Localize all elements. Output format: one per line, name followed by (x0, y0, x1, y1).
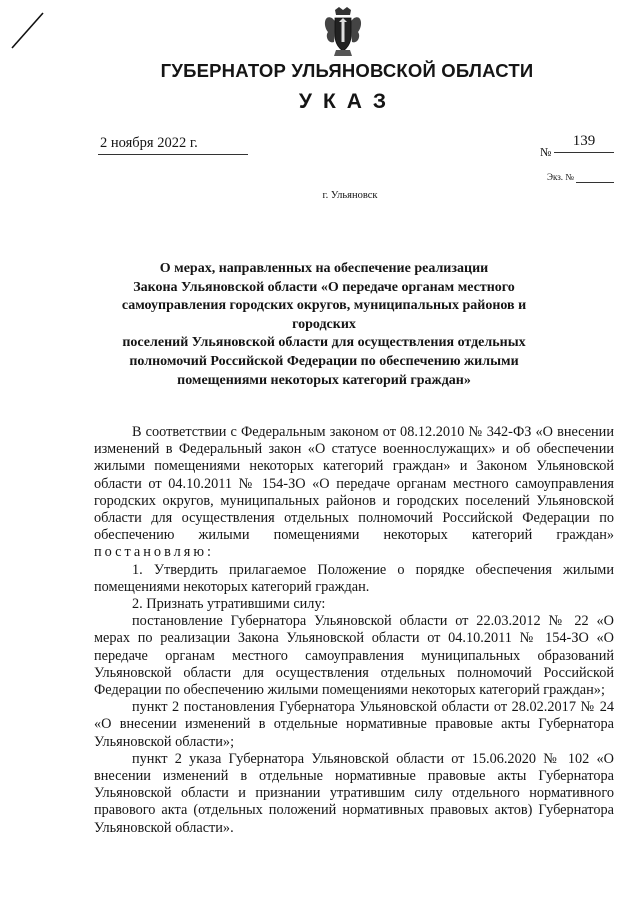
item-2: 2. Признать утратившими силу: (132, 596, 326, 613)
decree-body (94, 424, 614, 837)
governor-title: ГУБЕРНАТОР УЛЬЯНОВСКОЙ ОБЛАСТИ (160, 60, 534, 81)
heading-line: полномочий Российской Федерации по обеспечению жилыми (129, 353, 519, 369)
sub-item-1: постановление Губернатора Ульяновской области от 22.03.2012 № 22 «О мерах по реализации Закона Ульяновской области от 04.10.2011 № 154-ЗО «О передаче органам местного самоуправления муниципальных образований Ульяновской области для осуществления отдельных полномочий Российской Федерации по обеспечению жилыми помещениями некоторых категорий граждан»; (94, 613, 614, 699)
document-date: 2 ноября 2022 г. (98, 135, 248, 155)
heading-line: Закона Ульяновской области «О передаче органам местного (133, 279, 515, 295)
decree-heading (96, 260, 552, 390)
pen-stroke-icon (10, 10, 46, 50)
city: г. Ульяновск (322, 190, 378, 201)
coat-of-arms-icon (322, 6, 364, 58)
decree-word: постановляю: (94, 544, 214, 561)
copy-number-line (576, 182, 614, 183)
copy-number-label: Экз. № (547, 172, 574, 182)
preamble-text: В соответствии с Федеральным законом от 08.12.2010 № 342-ФЗ «О внесении изменений в Федеральный закон «О статусе военнослужащих» и об обеспечении жилыми помещениями некоторых категорий граждан» и Законом Ульяновской области от 04.10.2011 № 154-ЗО «О передаче органам местного самоуправления городских округов, муниципальных районов и городских поселений Ульяновской области для осуществления отдельных полномочий Российской Федерации по обеспечению жилыми помещениями некоторых категорий граждан» (94, 424, 614, 544)
document-type: УКАЗ (298, 90, 398, 113)
number-label: № (540, 145, 552, 159)
document-number: 139 (554, 133, 614, 153)
heading-line: О мерах, направленных на обеспечение реализации (159, 261, 489, 276)
heading-line: поселений Ульяновской области для осуществления отдельных (122, 335, 526, 351)
heading-line: помещениями некоторых категорий граждан» (177, 372, 471, 388)
sub-item-3: пункт 2 указа Губернатора Ульяновской области от 15.06.2020 № 102 «О внесении изменений в отдельные нормативные правовые акты Губернатора Ульяновской области и признании утратившим силу отдельного нормативного правового акта (отдельных положений нормативных правовых актов) Губернатора Ульяновской области». (94, 750, 614, 836)
preamble-paragraph (94, 424, 614, 562)
item-1: 1. Утвердить прилагаемое Положение о порядке обеспечения жилыми помещениями некоторых категорий граждан. (94, 561, 614, 595)
heading-line: самоуправления городских округов, муниципальных районов и городских (121, 298, 527, 332)
sub-item-2: пункт 2 постановления Губернатора Ульяновской области от 28.02.2017 № 24 «О внесении изменений в отдельные нормативные правовые акты Губернатора Ульяновской области»; (94, 699, 614, 750)
